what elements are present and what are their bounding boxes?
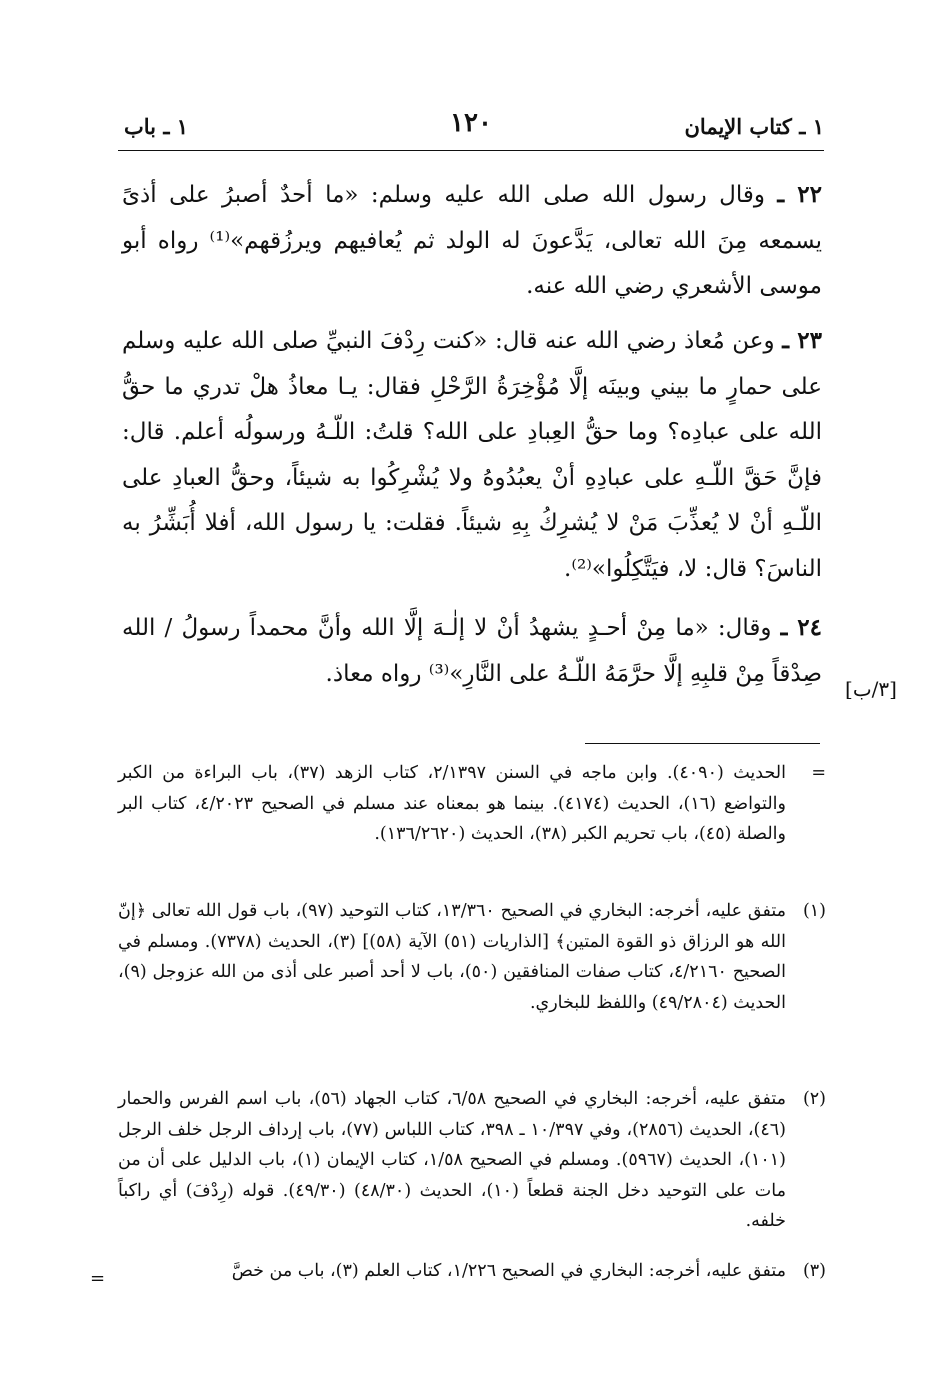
continuation-marker: = [90, 1268, 106, 1289]
footnote-1 [118, 896, 826, 1084]
footnote-marker: (٣) [802, 1261, 826, 1281]
footnote-text: متفق عليه، أخرجه: البخاري في الصحيح ١٣/٣٦٠، كتاب التوحيد (٩٧)، باب قول الله تعالى ﴿إنّ الله هو الرزاق ذو القوة المتين﴾ [الذاريات (٥١) الآية (٥٨)] (٣)، الحديث (٧٣٧٨). ومسلم في الصحيح ٤/٢١٦٠، كتاب صفات المنافقين (٥٠)، باب لا أحد أصبر على أذى من الله عزوجل (٩)، الحديث (٤٩/٢٨٠٤) واللفظ للبخاري. [118, 901, 787, 1013]
footnote-text: متفق عليه، أخرجه: البخاري في الصحيح ١/٢٢٦، كتاب العلم (٣)، باب من خصَّ [231, 1261, 786, 1281]
section-title: ١ ـ باب [124, 114, 189, 139]
footnote-marker: (١) [802, 901, 826, 921]
footnote-marker: = [811, 763, 826, 783]
header-divider [118, 150, 824, 151]
hadith-23 [122, 318, 822, 605]
hadith-number: ٢٣ ـ [782, 327, 822, 354]
hadith-text: وقال رسول الله صلى الله عليه وسلم: «ما أحدٌ أصبرُ على أذىً يسمعه مِنَ الله تعالى، يَدَّعونَ له الولد ثم يُعافيهم ويرزُقهم»⁽¹⁾ رواه أبو موسى الأشعري رضي الله عنه. [122, 182, 822, 300]
hadith-number: ٢٢ ـ [777, 181, 822, 208]
hadith-text: وقال: «ما مِنْ أحـدٍ يشهدُ أنْ لا إلٰـهَ إلَّا الله وأنَّ محمداً رسولُ / الله صِدْقاً مِنْ قلبِهِ إلَّا حرَّمَهُ اللّـهُ على النَّارِ»⁽³⁾ رواه معاذ. [122, 615, 822, 687]
running-header [118, 108, 824, 150]
hadith-number: ٢٤ ـ [780, 614, 822, 641]
footnote-3 [118, 1256, 826, 1288]
footnote-continued [118, 758, 826, 896]
page-number: ١٢٠ [450, 108, 492, 138]
hadith-22 [122, 172, 822, 318]
chapter-title: ١ ـ كتاب الإيمان [684, 114, 824, 139]
main-text [122, 172, 822, 697]
footnote-2 [118, 1084, 826, 1256]
footnote-marker: (٢) [802, 1089, 826, 1109]
hadith-text: وعن مُعاذ رضي الله عنه قال: «كنت رِدْفَ النبيِّ صلى الله عليه وسلم على حمارٍ ما بيني وبينَه إلَّا مُؤْخِرَةُ الرَّحْلِ فقال: يـا معاذُ هلْ تدري ما حقُّ الله على عبادِه؟ وما حقُّ العِبادِ على الله؟ قلتُ: اللّـهُ ورسولُه أعلم. قال: فإنَّ حَقَّ اللّـهِ على عبادِهِ أنْ يعبُدُوهُ ولا يُشْرِكُوا به شيئاً، وحقُّ العبادِ على اللّـهِ أنْ لا يُعذِّبَ مَنْ لا يُشرِكُ بِهِ شيئاً. فقلت: يا رسول الله، أفلا أُبَشِّرُ به الناسَ؟ قال: لا، فيَتَّكِلُوا»⁽²⁾. [122, 328, 822, 582]
footnote-divider [585, 743, 820, 744]
footnote-text: الحديث (٤٠٩٠). وابن ماجه في السنن ٢/١٣٩٧، كتاب الزهد (٣٧)، باب البراءة من الكبر والتواضع (١٦)، الحديث (٤١٧٤). بينما هو بمعناه عند مسلم في الصحيح ٤/٢٠٢٣، كتاب البر والصلة (٤٥)، باب تحريم الكبر (٣٨)، الحديث (١٣٦/٢٦٢٠). [118, 763, 786, 845]
hadith-24 [122, 605, 822, 697]
footnote-text: متفق عليه، أخرجه: البخاري في الصحيح ٦/٥٨، كتاب الجهاد (٥٦)، باب اسم الفرس والحمار (٤٦)، الحديث (٢٨٥٦)، وفي ١٠/٣٩٧ ـ ٣٩٨، كتاب اللباس (٧٧)، باب إرداف الرجل خلف الرجل (١٠١)، الحديث (٥٩٦٧). ومسلم في الصحيح ١/٥٨، كتاب الإيمان (١)، باب الدليل على أن من مات على التوحيد دخل الجنة قطعاً (١٠)، الحديث (٤٨/٣٠) (٤٩/٣٠). قوله (رِدْفَ) أي راكباً خلفه. [118, 1089, 787, 1232]
footnotes [118, 758, 826, 1288]
manuscript-folio-marker: [٣/ب] [845, 677, 897, 701]
